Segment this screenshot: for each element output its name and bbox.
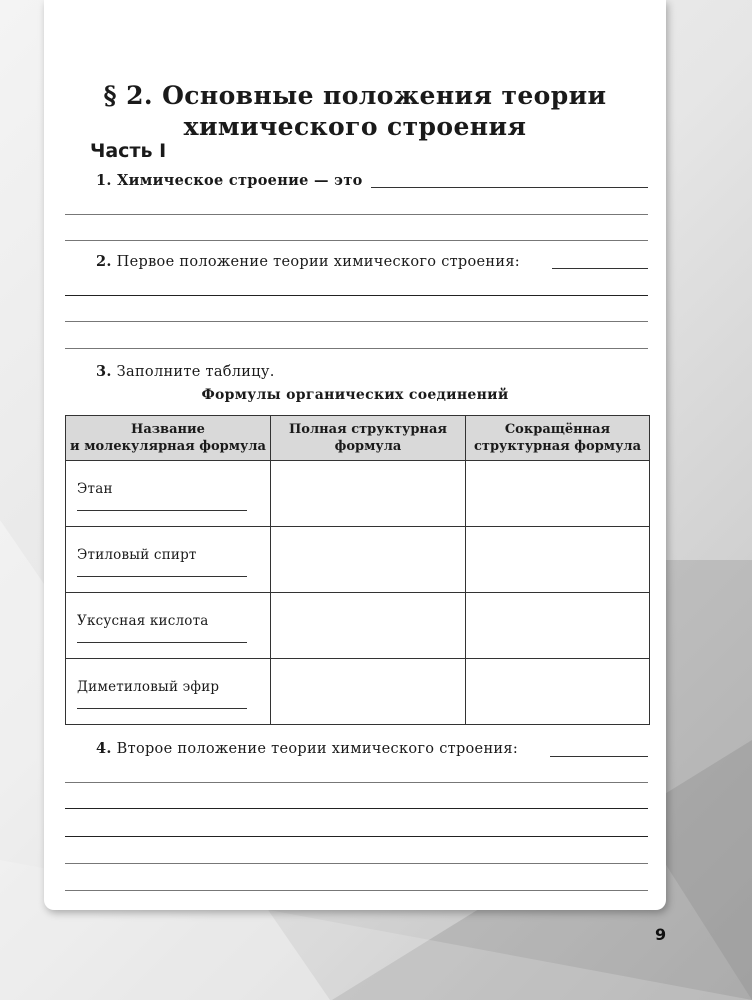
header-line: Полная структурная	[289, 422, 447, 437]
answer-line-q4[interactable]	[65, 808, 648, 809]
compound-name: Диметиловый эфир	[77, 679, 220, 695]
worksheet-page	[44, 0, 666, 910]
question-4	[96, 740, 518, 757]
question-2-number: 2.	[96, 253, 112, 270]
question-2-text: Первое положение теории химического строения:	[116, 254, 520, 270]
full-formula-cell[interactable]	[271, 593, 466, 659]
table-row	[66, 659, 650, 725]
page-number: 9	[655, 925, 667, 944]
answer-line-q2[interactable]	[65, 321, 648, 322]
molecular-formula-line[interactable]	[77, 576, 247, 577]
table-caption: Формулы органических соединений	[201, 387, 509, 403]
formulas-table	[65, 415, 650, 725]
answer-line-q1[interactable]	[65, 240, 648, 241]
molecular-formula-line[interactable]	[77, 708, 247, 709]
question-4-number: 4.	[96, 740, 112, 757]
section-title	[44, 80, 666, 142]
part-label: Часть I	[90, 140, 167, 162]
table-row	[66, 527, 650, 593]
compound-name-cell[interactable]	[66, 461, 271, 527]
answer-line-q4[interactable]	[65, 890, 648, 891]
header-name-formula	[66, 416, 271, 461]
compound-name-cell[interactable]	[66, 593, 271, 659]
short-formula-cell[interactable]	[466, 659, 650, 725]
section-title-line1: § 2. Основные положения теории	[103, 81, 607, 110]
answer-line-q1[interactable]	[65, 214, 648, 215]
section-title-line2: химического строения	[183, 112, 527, 141]
short-formula-cell[interactable]	[466, 593, 650, 659]
header-short-structural	[466, 416, 650, 461]
answer-line-q1-inline[interactable]	[371, 187, 648, 188]
molecular-formula-line[interactable]	[77, 510, 247, 511]
answer-line-q2[interactable]	[65, 295, 648, 296]
question-3-text: Заполните таблицу.	[116, 364, 275, 380]
header-line: Название	[131, 422, 205, 437]
compound-name: Этиловый спирт	[77, 547, 197, 563]
answer-line-q4[interactable]	[65, 863, 648, 864]
answer-line-q4-inline[interactable]	[550, 756, 648, 757]
answer-line-q4[interactable]	[65, 782, 648, 783]
question-1-number: 1.	[96, 172, 112, 189]
header-line: формула	[334, 439, 402, 454]
short-formula-cell[interactable]	[466, 527, 650, 593]
question-4-text: Второе положение теории химического строения:	[116, 741, 519, 757]
header-line: Сокращённая	[504, 422, 611, 437]
question-1	[96, 172, 363, 189]
header-line: структурная формула	[474, 439, 641, 454]
header-full-structural	[271, 416, 466, 461]
table-header-row	[66, 416, 650, 461]
compound-name: Уксусная кислота	[77, 613, 209, 629]
full-formula-cell[interactable]	[271, 461, 466, 527]
answer-line-q4[interactable]	[65, 836, 648, 837]
question-3	[96, 363, 275, 380]
molecular-formula-line[interactable]	[77, 642, 247, 643]
header-line: и молекулярная формула	[70, 439, 266, 454]
full-formula-cell[interactable]	[271, 527, 466, 593]
short-formula-cell[interactable]	[466, 461, 650, 527]
answer-line-q2[interactable]	[65, 348, 648, 349]
compound-name-cell[interactable]	[66, 527, 271, 593]
answer-line-q2-inline[interactable]	[552, 268, 648, 269]
question-3-number: 3.	[96, 363, 112, 380]
table-row	[66, 461, 650, 527]
question-2	[96, 253, 520, 270]
question-1-text: Химическое строение — это	[117, 172, 363, 189]
full-formula-cell[interactable]	[271, 659, 466, 725]
table-row	[66, 593, 650, 659]
compound-name-cell[interactable]	[66, 659, 271, 725]
compound-name: Этан	[77, 481, 113, 497]
